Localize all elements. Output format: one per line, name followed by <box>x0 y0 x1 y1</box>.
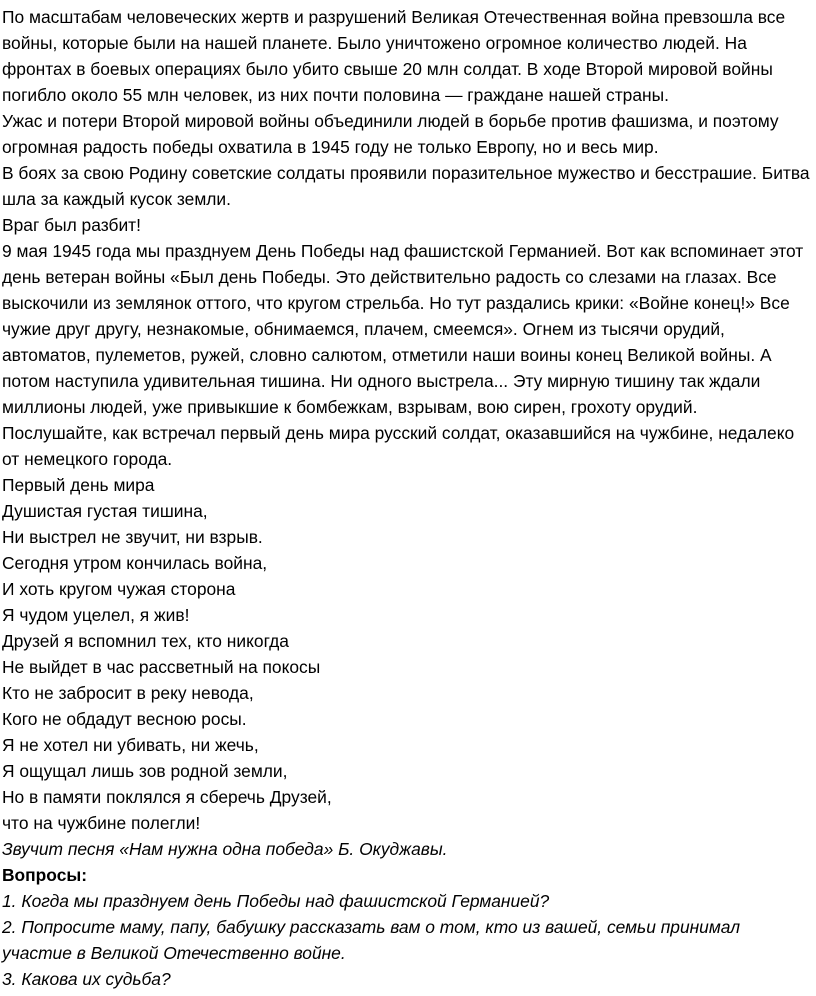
questions-heading: Вопросы: <box>2 865 88 885</box>
paragraph-listen-intro: Послушайте, как встречал первый день мира русский солдат, оказавшийся на чужбине, недалеко от немецкого города. <box>2 423 795 469</box>
paragraph-victory-day: 9 мая 1945 года мы празднуем День Победы над фашистской Германией. Вот как вспоминает этот день ветеран войны «Был день Победы. Это действительно радость со слезами на глазах. Все выскочили из землянок оттого, что кругом стрельба. Но тут раздались крики: «Войне конец!» Все чужие друг другу, незнакомые, обнимаемся, плачем, смеемся». Огнем из тысячи орудий, автоматов, пулеметов, ружей, словно салютом, отметили наши воины конец Великой войны. А потом наступила удивительная тишина. Ни одного выстрела... Эту мирную тишину так ждали миллионы людей, уже привыкшие к бомбежкам, взрывам, вою сирен, грохоту орудий. <box>2 241 804 417</box>
paragraph-horror-and-joy: Ужас и потери Второй мировой войны объединили людей в борьбе против фашизма, и поэтому огромная радость победы охватила в 1945 году не только Европу, но и весь мир. <box>2 111 779 157</box>
poem-line: Я ощущал лишь зов родной земли, <box>2 761 288 781</box>
poem-line: Друзей я вспомнил тех, кто никогда <box>2 631 289 651</box>
poem-line: И хоть кругом чужая сторона <box>2 579 236 599</box>
poem-line: Душистая густая тишина, <box>2 501 208 521</box>
question-item: 2. Попросите маму, папу, бабушку рассказать вам о том, кто из вашей, семьи принимал участие в Великой Отечественно войне. <box>2 917 741 963</box>
poem-line: Я не хотел ни убивать, ни жечь, <box>2 735 259 755</box>
poem-line: Сегодня утром кончилась война, <box>2 553 268 573</box>
poem-line: Я чудом уцелел, я жив! <box>2 605 190 625</box>
poem-line: что на чужбине полегли! <box>2 813 201 833</box>
paragraph-war-scale: По масштабам человеческих жертв и разрушений Великая Отечественная война превзошла все войны, которые были на нашей планете. Было уничтожено огромное количество людей. На фронтах в боевых операциях было убито свыше 20 млн солдат. В ходе Второй мировой войны погибло около 55 млн человек, из них почти половина — граждане нашей страны. <box>2 7 786 105</box>
poem-line: Кто не забросит в реку невода, <box>2 683 254 703</box>
poem-line: Кого не обдадут весною росы. <box>2 709 247 729</box>
question-item: 1. Когда мы празднуем день Победы над фашистской Германией? <box>2 891 550 911</box>
question-item: 3. Какова их судьба? <box>2 969 171 989</box>
poem-line: Ни выстрел не звучит, ни взрыв. <box>2 527 263 547</box>
poem-title: Первый день мира <box>2 475 155 495</box>
song-note: Звучит песня «Нам нужна одна победа» Б. Окуджавы. <box>2 839 448 859</box>
paragraph-enemy-defeated: Враг был разбит! <box>2 215 141 235</box>
poem-line: Но в памяти поклялся я сберечь Друзей, <box>2 787 332 807</box>
paragraph-courage: В боях за свою Родину советские солдаты проявили поразительное мужество и бесстрашие. Битва шла за каждый кусок земли. <box>2 163 810 209</box>
poem <box>2 472 812 836</box>
poem-line: Не выйдет в час рассветный на покосы <box>2 657 321 677</box>
